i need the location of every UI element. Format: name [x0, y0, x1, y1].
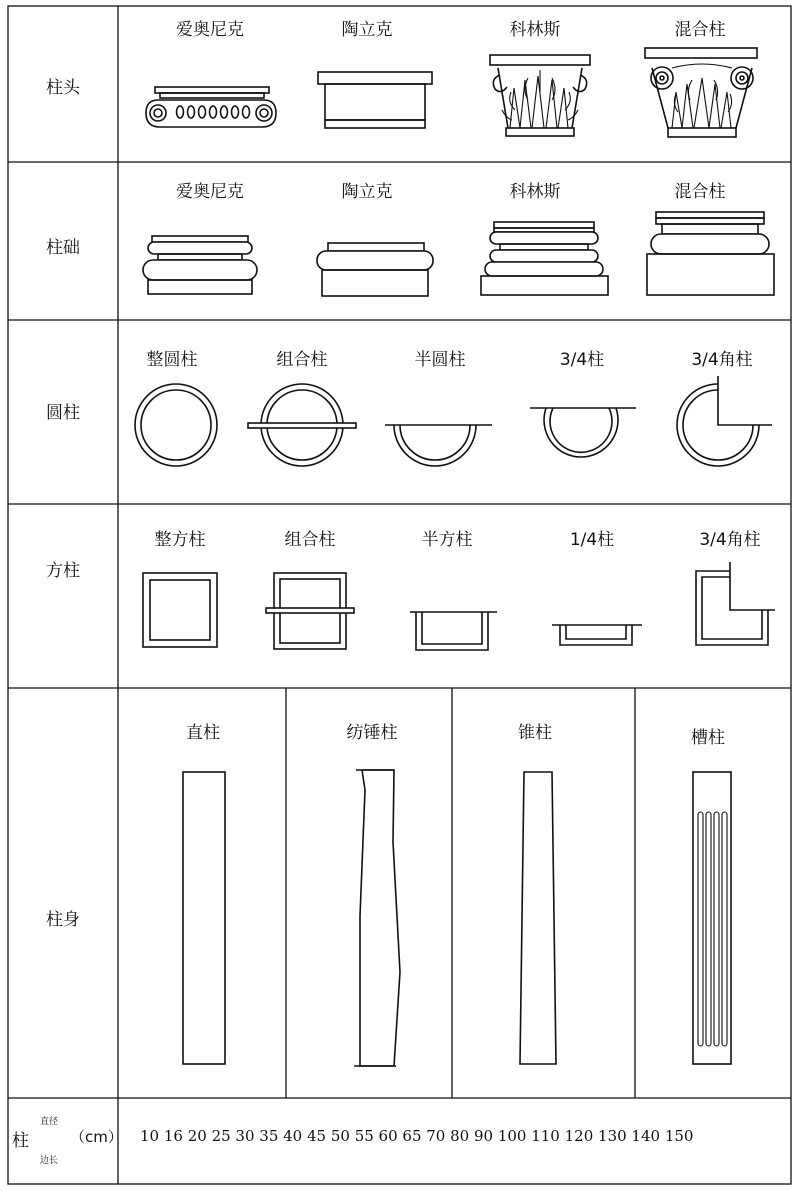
quarter-square-column-drawing	[552, 625, 642, 645]
square-title-combined: 组合柱	[284, 530, 336, 550]
half-square-column-drawing	[410, 612, 497, 650]
half-round-column-drawing	[385, 425, 492, 466]
ionic-capital-drawing	[146, 87, 276, 127]
capital-title-ionic: 爱奥尼克	[176, 20, 244, 40]
round-title-full: 整圆柱	[146, 350, 198, 370]
size-unit: （cm）	[70, 1128, 123, 1146]
doric-capital-drawing	[318, 72, 432, 128]
round-title-combined: 组合柱	[276, 350, 328, 370]
size-label-main: 柱	[12, 1131, 29, 1151]
combined-square-column-drawing	[266, 573, 354, 649]
composite-capital-drawing	[645, 48, 757, 137]
combined-round-column-drawing	[248, 384, 356, 466]
base-title-corinthian: 科林斯	[509, 182, 561, 202]
row-label-bases: 柱础	[46, 238, 80, 258]
square-title-full: 整方柱	[154, 530, 206, 550]
round-title-half: 半圆柱	[414, 350, 466, 370]
capital-title-corinthian: 科林斯	[509, 20, 561, 40]
corinthian-capital-drawing	[490, 55, 590, 136]
row-label-round: 圆柱	[46, 403, 80, 423]
corinthian-base-drawing	[481, 222, 608, 295]
row-label-square: 方柱	[46, 561, 80, 581]
base-title-doric: 陶立克	[341, 182, 393, 202]
size-label-diameter: 直径	[40, 1117, 59, 1127]
ionic-base-drawing	[143, 236, 257, 294]
spindle-shaft-drawing	[354, 770, 400, 1066]
doric-base-drawing	[317, 243, 433, 296]
round-title-three-quarter-corner: 3/4角柱	[691, 350, 753, 370]
fluted-shaft-drawing	[693, 772, 731, 1064]
row-label-shaft: 柱身	[46, 910, 80, 930]
composite-base-drawing	[647, 212, 774, 295]
full-square-column-drawing	[143, 573, 217, 647]
full-round-column-drawing	[135, 384, 217, 466]
shaft-title-spindle: 纺锤柱	[346, 723, 398, 743]
square-title-quarter: 1/4柱	[569, 530, 615, 550]
tapered-shaft-drawing	[520, 772, 556, 1064]
square-title-half: 半方柱	[421, 530, 473, 550]
size-values: 10 16 20 25 30 35 40 45 50 55 60 65 70 80 90 100 110 120 130 140 150	[140, 1127, 694, 1145]
base-title-composite: 混合柱	[674, 182, 726, 202]
square-title-three-quarter-corner: 3/4角柱	[699, 530, 761, 550]
size-label-side-length: 边长	[40, 1156, 59, 1166]
base-title-ionic: 爱奥尼克	[176, 182, 244, 202]
capital-title-doric: 陶立克	[341, 20, 393, 40]
shaft-title-straight: 直柱	[186, 723, 220, 743]
row-label-capitals: 柱头	[46, 78, 80, 98]
shaft-title-fluted: 槽柱	[691, 728, 725, 748]
round-title-three-quarter: 3/4柱	[559, 350, 605, 370]
straight-shaft-drawing	[183, 772, 225, 1064]
three-quarter-corner-round-column-drawing	[677, 376, 772, 466]
three-quarter-corner-square-column-drawing	[696, 562, 775, 645]
shaft-title-tapered: 锥柱	[518, 723, 552, 743]
capital-title-composite: 混合柱	[674, 20, 726, 40]
three-quarter-round-column-drawing	[530, 408, 636, 457]
